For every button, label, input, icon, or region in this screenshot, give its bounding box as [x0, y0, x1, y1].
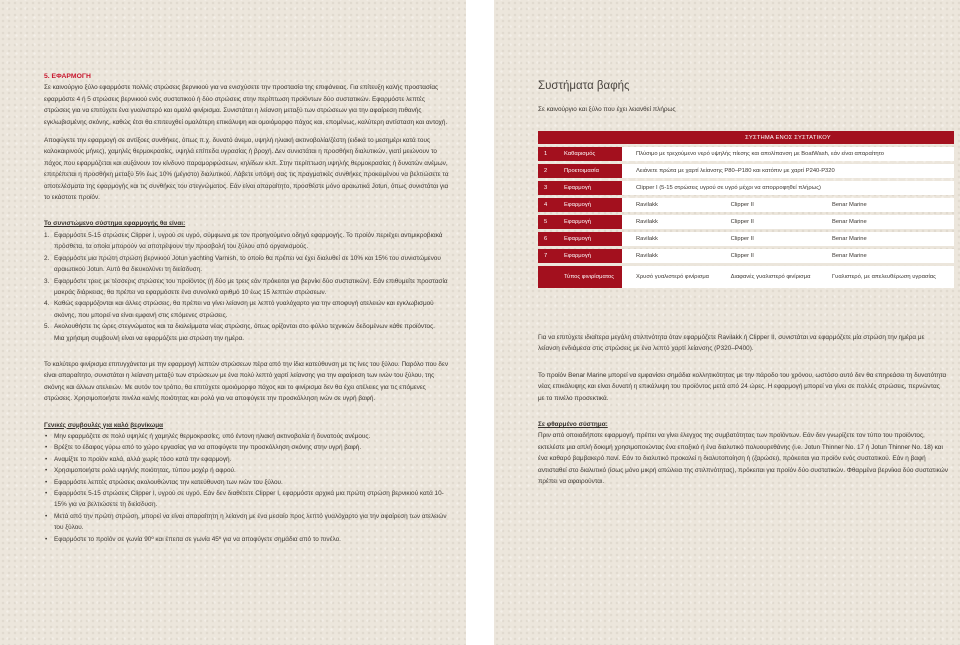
list-item: 1. Εφαρμόστε 5-15 στρώσεις Clipper I, υγρού σε υγρό, σύμφωνα με τον προηγούμενο οδηγό εφαρμογής. Το προϊόν περιέχει αντιμικροβιακά πρόσθετα, τα οποία μπορούν να αποτρέψουν την προσβολή του ξύλου από οργανισμούς. [44, 231, 443, 251]
page-subtitle: Σε καινούργιο και ξύλο που έχει λειανθεί πλήρως [538, 106, 676, 113]
list-item: • Εφαρμόστε λεπτές στρώσεις ακολουθώντας την κατεύθυνση των ινών του ξύλου. [44, 477, 452, 488]
table-row: 7 Εφαρμογή Ravilakk Clipper II Benar Marine [538, 249, 954, 263]
table-header-row [538, 131, 954, 144]
list-item: 2. Εφαρμόστε μια πρώτη στρώση βερνικιού Jotun yachting Varnish, το οποίο θα πρέπει να έχει διαλυθεί σε 10% και 15% του συνιστώμενου αραιωτικού Jotun. Αυτό θα διευκολύνει τη διείσδυση. [44, 254, 441, 274]
table-row: 6 Εφαρμογή Ravilakk Clipper II Benar Marine [538, 232, 954, 246]
right-page-content [538, 332, 948, 487]
list-item: 4. Καθώς εφαρμόζονται και άλλες στρώσεις, θα πρέπει να γίνει λείανση με λεπτό γυαλόχαρτο για την αποφυγή ατελειών και εγκλωβισμού σκόνης, που μπορεί να είναι εμφανή στις επόμενες στρώσεις. [44, 300, 434, 319]
section-heading: 5. ΕΦΑΡΜΟΓΗ [44, 73, 91, 80]
list-item: 5. Ακολουθήστε τις ώρες στεγνώματος και τα διαλείμματα νέας στρώσης, όπως ορίζονται στο φύλλο τεχνικών δεδομένων κάθε προϊόντος. [44, 323, 435, 331]
conditions-paragraph: Αποφύγετε την εφαρμογή σε αντίξοες συνθήκες, όπως π.χ. δυνατό άνεμο, υψηλή ηλιακή ακτινοβολία/ζέστη (ειδικά το μεσημέρι κατά τους καλοκαιρινούς μήνες), χαμηλές θερμοκρασίες, υψηλά επίπεδα υγρασίας ή βροχή. Δεν συνιστάται η προσθήκη διαλυτικών, γιατί μειώνουν το πάχος που εφαρμόζεται και αυξάνουν τον κίνδυνο παραμορφώσεων, κηλίδων κλπ. Στην περίπτωση υψηλής θερμοκρασίας ή δυνατών ανέμων, επιτρέπεται η προσθήκη μεταξύ 5% έως 10% (μέγιστο) διαλυτικού. Λάβετε υπόψη σας τις πραγματικές συνθήκες προκειμένου να βελτιώσετε τα αποτελέσματα της εφαρμογής και τις συνθήκες του στεγνώματος. Εάν είναι απαραίτητο, προσθέστε μόνο αραιωτικά Jotun, όπως συνιστάται για το εκάστοτε προϊόν. [44, 137, 449, 202]
list-item: • Αναμίξτε το προϊόν καλά, αλλά χωρίς τόσο κατά την εφαρμογή. [44, 454, 452, 465]
list-item: • Εφαρμόστε το προϊόν σε γωνία 90º και έπειτα σε γωνία 45º για να αποφύγετε σημάδια από το πινέλο. [44, 534, 452, 545]
table-row-finish-type: Τύπος φινιρίσματος Χρυσό γυαλιστερό φινίρισμα Διαφανές γυαλιστερό φινίρισμα Γυαλιστερό, με απελευθέρωση υγρασίας [538, 266, 954, 288]
list-item [44, 333, 452, 344]
left-page [0, 0, 466, 645]
worn-system-paragraph: Πριν από οποιαδήποτε εφαρμογή, πρέπει να γίνει έλεγχος της συμβατότητας των προϊόντων. Εάν δεν γνωρίζετε τον τύπο του προϊόντος, εκτελέστε μια απλή δοκιμή χρησιμοποιώντας ένα εποξικό ή ένα διαλυτικό πολυουρεθάνης (i.e. Jotun Thinner No. 17 ή Jotun Thinner No. 18) και ένα καθαρό βαμβακερό πανί. Εάν το διαλυτικό προκαλεί η διαλυτοποίηση ή (ζαρώσει), πρόκειται για προϊόν ενός συστατικού. Εάν η βαφή αντισταθεί στο διαλυτικό (ίσως μόνο μικρή απώλεια της στιλπνότητας), πρόκειται για προϊόν δύο συστατικών. Φθαρμένα βερνίκια δύο συστατικών πρέπει να αφαιρούνται. [538, 432, 948, 486]
steps-list [44, 230, 452, 344]
tips-list [44, 431, 452, 545]
system-heading: Το συνιστώμενο σύστημα εφαρμογής θα είναι: [44, 220, 186, 228]
table-header: ΣΥΣΤΗΜΑ ΕΝΟΣ ΣΥΣΤΑΤΙΚΟΥ [622, 131, 954, 144]
benar-paragraph: Το προϊόν Benar Marine μπορεί να εμφανίσει σημάδια κολλητικότητας με την πάροδο του χρόνου, ωστόσο αυτό δεν θα επηρεάσει τη δυνατότητα νέας επικάλυψης και είναι δυνατή η επικάλυψη του προϊόντος μετά από 24 ώρες. Η εφαρμογή μπορεί να γίνει σε πολλές στρώσεις, περνώντας με το πινέλο προσεκτικά. [538, 371, 947, 402]
gloss-paragraph: Για να επιτύχετε ιδιαίτερα μεγάλη στιλπνότητα όταν εφαρμόζετε Ravilakk ή Clipper II, συνιστάται να εφαρμόζετε μία στρώση την ημέρα με λείανση ενδιάμεσα στις στρώσεις με ένα λεπτό χαρτί λείανσης (P320–P400). [538, 334, 925, 353]
left-page-content [44, 71, 452, 545]
list-item: • Μην εφαρμόζετε σε πολύ υψηλές ή χαμηλές θερμοκρασίες, υπό έντονη ηλιακή ακτινοβολία ή δυνατούς ανέμους. [44, 431, 452, 442]
tips-heading: Γενικές συμβουλές για καλό βερνίκωμα [44, 421, 164, 429]
right-page [494, 0, 960, 645]
table-row: 4 Εφαρμογή Ravilakk Clipper II Benar Marine [538, 198, 954, 212]
table-row: 5 Εφαρμογή Ravilakk Clipper II Benar Marine [538, 215, 954, 229]
page-title: Συστήματα βαφής [538, 80, 630, 92]
list-item: • Μετά από την πρώτη στρώση, μπορεί να είναι απαραίτητη η λείανση με ένα μεσαίο προς λεπτό γυαλόχαρτο για την αφαίρεση των ατελειών του ξύλου. [44, 511, 452, 534]
table-row: 2 Προετοιμασία Λειάνετε πρώτα με χαρτί λείανσης P80–P180 και κατόπιν με χαρτί P240-P320 [538, 164, 954, 178]
worn-system-heading: Σε φθαρμένο σύστημα: [538, 421, 608, 429]
finish-paragraph: Το καλύτερο φινίρισμα επιτυγχάνεται με την εφαρμογή λεπτών στρώσεων πέρα από την ίδια κατεύθυνση με τις ίνες του ξύλου. Παρόλο που δεν είναι απαραίτητο, συνιστάται η λείανση μεταξύ των στρώσεων με ένα πολύ λεπτό χαρτί λείανσης για την αφαίρεση των ινών του ξύλου, της σκόνης και άλλων ατελειών. Με αυτόν τον τρόπο, θα επιτύχετε ομοιόμορφο πάχος και το φινίρισμα δεν θα έχει ατέλειες για τις επόμενες στρώσεις. Χρησιμοποιήστε πινέλα καλής ποιότητας και ρολό για να αποφύγετε την προσκόλληση ινών σε υγρή βαφή. [44, 360, 449, 403]
list-item: • Βρέξτε το έδαφος γύρω από το χώρο εργασίας για να αποφύγετε την προσκόλληση σκόνης στην υγρή βαφή. [44, 442, 452, 453]
list-item: 3. Εφαρμόστε τρεις με τέσσερις στρώσεις του προϊόντος (ή δύο με τρεις εάν πρόκειται για βερνίκι δύο συστατικών). Εάν επιθυμείτε προστασία μακράς διάρκειας, θα πρέπει να εφαρμόσετε ένα συνολικό αριθμό 10 έως 15 λεπτών στρώσεων. [44, 277, 448, 296]
list-item: • Εφαρμόστε 5-15 στρώσεις Clipper I, υγρού σε υγρό. Εάν δεν διαθέτετε Clipper I, εφαρμόστε αρχικά μια πρώτη στρώση βερνικιού κατά 10-15% για να βελτιώσετε τη διείσδυση. [44, 488, 452, 511]
intro-paragraph: Σε καινούργιο ξύλο εφαρμόστε πολλές στρώσεις βερνικιού για να ενισχύσετε την προστασία της επιφάνειας. Για επίτευξη καλής προστασίας εφαρμόστε 4 ή 5 στρώσεις βερνικιού ενός συστατικού ή δύο στρώσεις στην περίπτωση προϊόντων δύο συστατικών. Εφαρμόστε λεπτές στρώσεις για να επιτύχετε ένα γυαλιστερό και ομαλό φινίρισμα. Συνιστάται η λείανση μεταξύ των στρώσεων για την αφαίρεση πιθανής εγκλωβισμένης σκόνης, καθώς έτσι θα επιτευχθεί ομαλότερη επικάλυψη και ομοιόμορφο πάχος και, επομένως, καλύτερη αντίσταση και αντοχή. [44, 84, 448, 126]
steps-note: Μια χρήσιμη συμβουλή είναι να εφαρμόζετε μια στρώση την ημέρα. [54, 334, 245, 342]
paint-system-table [538, 128, 954, 291]
list-item: • Χρησιμοποιήστε ρολά υψηλής ποιότητας, τύπου μοχέρ ή αφρού. [44, 465, 452, 476]
table-row: 3 Εφαρμογή Clipper I (5-15 στρώσεις υγρού σε υγρό μέχρι να απορροφηθεί πλήρως) [538, 181, 954, 195]
table-row: 1 Καθαρισμός Πλύσιμο με τρεχούμενο νερό υψηλής πίεσης και απολίπανση με BoatWash, εάν είναι απαραίτητο [538, 147, 954, 161]
